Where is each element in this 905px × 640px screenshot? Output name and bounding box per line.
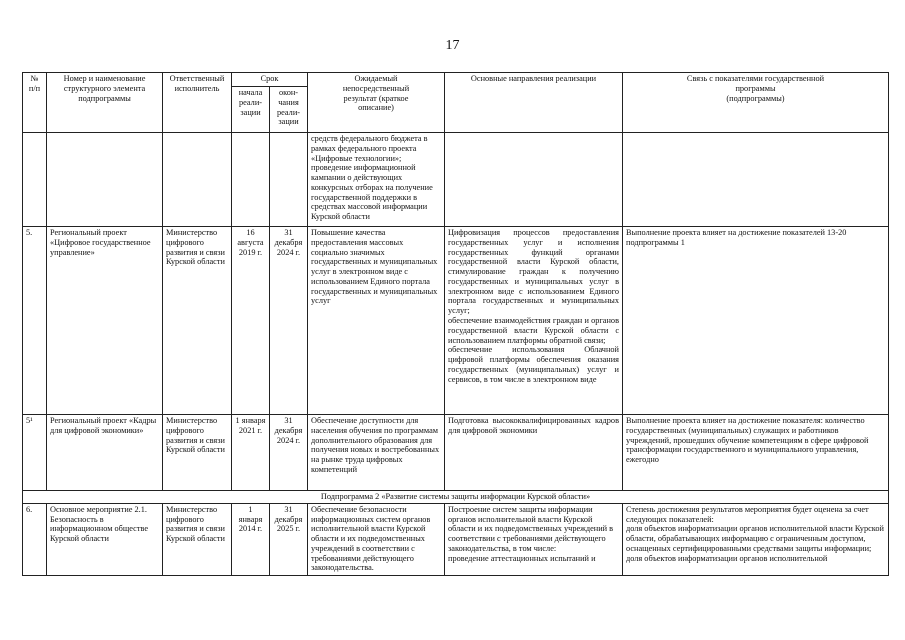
cell-name: Региональный проект «Цифровое государственное управление» bbox=[47, 227, 163, 415]
header-responsible: Ответственный исполнитель bbox=[163, 73, 232, 133]
cell-responsible: Министерство цифрового развития и связи Курской области bbox=[163, 503, 232, 575]
cell-end: 31 декабря 2025 г. bbox=[270, 503, 308, 575]
program-table bbox=[22, 72, 889, 576]
header-result: Ожидаемый непосредственный результат (краткое описание) bbox=[308, 73, 445, 133]
cell-name: Основное мероприятие 2.1. Безопасность в информационном обществе Курской области bbox=[47, 503, 163, 575]
header-num: № п/п bbox=[23, 73, 47, 133]
cell-link: Выполнение проекта влияет на достижение показателей 13-20 подпрограммы 1 bbox=[623, 227, 889, 415]
cell-link: Степень достижения результатов мероприятия будет оценена за счет следующих показателей: доля объектов информатизации органов исполнительной власти Курской области, обрабатывающих информацию с ограниченным доступом, оснащенных сертифицированными средствами защиты информации; доля объектов информатизации органов исполнительной bbox=[623, 503, 889, 575]
cell-end: 31 декабря 2024 г. bbox=[270, 415, 308, 491]
cell-num: 5¹ bbox=[23, 415, 47, 491]
cell-end bbox=[270, 133, 308, 227]
header-term: Срок bbox=[232, 73, 308, 87]
cell-directions: Построение систем защиты информации органов исполнительной власти Курской области и их подведомственных учреждений в соответствии с требованиями действующего законодательства, в том числе: проведение аттестационных испытаний и bbox=[445, 503, 623, 575]
cell-result: Обеспечение безопасности информационных систем органов исполнительной власти Курской области и их подведомственных учреждений в соответствии с требованиями действующего законодательства. bbox=[308, 503, 445, 575]
table-row bbox=[23, 415, 889, 491]
cell-result: средств федерального бюджета в рамках федерального проекта «Цифровые технологии»; проведение информационной кампании о действующих конкурсных отборах на получение государственной поддержки в средствах массовой информации Курской области bbox=[308, 133, 445, 227]
cell-name: Региональный проект «Кадры для цифровой экономики» bbox=[47, 415, 163, 491]
cell-num: 6. bbox=[23, 503, 47, 575]
cell-directions: Подготовка высококвалифицированных кадров для цифровой экономики bbox=[445, 415, 623, 491]
cell-result: Обеспечение доступности для населения обучения по программам дополнительного образования для получения новых и востребованных на рынке труда цифровых компетенций bbox=[308, 415, 445, 491]
cell-directions bbox=[445, 133, 623, 227]
subprogram-title: Подпрограмма 2 «Развитие системы защиты информации Курской области» bbox=[23, 491, 889, 504]
table-row bbox=[23, 227, 889, 415]
table-row bbox=[23, 503, 889, 575]
cell-responsible: Министерство цифрового развития и связи Курской области bbox=[163, 227, 232, 415]
cell-end: 31 декабря 2024 г. bbox=[270, 227, 308, 415]
cell-start bbox=[232, 133, 270, 227]
cell-responsible: Министерство цифрового развития и связи Курской области bbox=[163, 415, 232, 491]
header-link: Связь с показателями государственной программы (подпрограммы) bbox=[623, 73, 889, 133]
table-row bbox=[23, 133, 889, 227]
cell-start: 1 января 2021 г. bbox=[232, 415, 270, 491]
cell-start: 16 августа 2019 г. bbox=[232, 227, 270, 415]
cell-responsible bbox=[163, 133, 232, 227]
cell-link: Выполнение проекта влияет на достижение показателя: количество государственных (муниципальных) служащих и работников учреждений, прошедших обучение компетенциям в сфере цифровой трансформации государственного и муниципального управления, ежегодно bbox=[623, 415, 889, 491]
page-number: 17 bbox=[445, 38, 460, 53]
cell-name bbox=[47, 133, 163, 227]
cell-num bbox=[23, 133, 47, 227]
header-term-end: окон- чания реали- зации bbox=[270, 87, 308, 133]
cell-result: Повышение качества предоставления массовых социально значимых государственных и муниципальных услуг в электронном виде с использованием Единого портала государственных и муниципальных услуг bbox=[308, 227, 445, 415]
header-name: Номер и наименование структурного элемента подпрограммы bbox=[47, 73, 163, 133]
cell-start: 1 января 2014 г. bbox=[232, 503, 270, 575]
header-directions: Основные направления реализации bbox=[445, 73, 623, 133]
cell-link bbox=[623, 133, 889, 227]
cell-num: 5. bbox=[23, 227, 47, 415]
cell-directions: Цифровизация процессов предоставления государственных услуг и исполнения государственных функций органами государственной власти Курской области, стимулирование граждан к получению государственных и муниципальных услуг в электронном виде с использованием Единого портала государственных и муниципальных услуг; обеспечение взаимодействия граждан и органов государственной власти Курской области с использованием платформы обратной связи; обеспечение использования Облачной цифровой платформы обеспечения оказания государственных (муниципальных) услуг и сервисов, в том числе в электронном виде bbox=[445, 227, 623, 415]
header-term-start: начала реали- зации bbox=[232, 87, 270, 133]
